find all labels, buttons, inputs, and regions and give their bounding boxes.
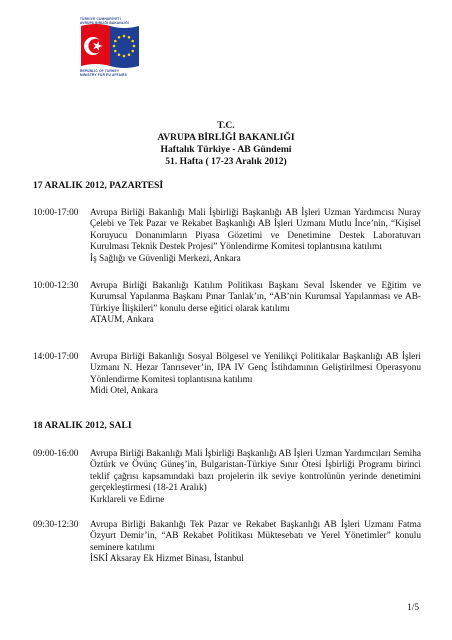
header-line-2: AVRUPA BİRLİĞİ BAKANLIĞI <box>157 132 295 143</box>
entry-time: 10:00-12:30 <box>33 281 79 291</box>
logo-top-line-1: TÜRKİYE CUMHURİYETİ <box>80 17 121 21</box>
agenda-entry <box>33 520 421 566</box>
agenda-entry <box>33 352 421 398</box>
entry-description: Avrupa Birliği Bakanlığı Mali İşbirliği Başkanlığı AB İşleri Uzman Yardımcısı Nuray Çelebi ve Tek Pazar ve Rekabet Başkanlığı AB İşleri Uzmanı Mutlu İnce’nin, “Kişisel Koruyucu Donanımların Piyasa Gözetimi ve Denetimine Destek Laboratuvarı Kurulması Teknik Destek Projesi” Yönlendirme Komitesi toplantısına katılımı <box>90 208 421 253</box>
entry-description: Avrupa Birliği Bakanlığı Mali İşbirliği Başkanlığı AB İşleri Uzman Yardımcıları Semiha Öztürk ve Övünç Güneş’in, Bulgaristan-Türkiye Sınır Ötesi İşbirliği Programı birinci teklif çağrısı kapsamındaki bazı projelerin ilk seviye kontrolünün yerinde denetimini gerçekleştirmesi (18-21 Aralık) <box>90 449 421 494</box>
document-header <box>0 120 452 168</box>
page-number: 1/5 <box>407 603 419 613</box>
entry-description: Avrupa Birliği Bakanlığı Sosyal Bölgesel ve Yenilikçi Politikalar Başkanlığı AB İşleri Uzmanı N. Hezar Tanrısever’in, IPA IV Genç İstihdamının Geliştirilmesi Operasyonu Yönlendirme Komitesi toplantısına katılımı <box>90 352 421 385</box>
header-line-1: T.C. <box>217 120 235 131</box>
day-heading-2: 18 ARALIK 2012, SALI <box>33 420 132 431</box>
entry-location: Midi Otel, Ankara <box>90 386 158 397</box>
agenda-entry <box>33 281 421 327</box>
entry-time: 09:30-12:30 <box>33 520 79 530</box>
header-line-3: Haftalık Türkiye - AB Gündemi <box>160 144 292 155</box>
entry-time: 14:00-17:00 <box>33 352 79 362</box>
entry-time: 10:00-17:00 <box>33 208 79 218</box>
entry-location: Kırklareli ve Edirne <box>90 494 165 505</box>
day-heading-1: 17 ARALIK 2012, PAZARTESİ <box>33 180 164 191</box>
logo-top-text <box>80 18 129 25</box>
agenda-entry <box>33 208 421 265</box>
entry-location: ATAUM, Ankara <box>90 315 154 326</box>
entry-description: Avrupa Birliği Bakanlığı Tek Pazar ve Rekabet Başkanlığı AB İşleri Uzmanı Fatma Özyurt Demir’in, “AB Rekabet Politikası Müktesebatı ve Yerel Yönetimler” konulu seminere katılımı <box>90 520 421 553</box>
logo-top-line-2: AVRUPA BİRLİĞİ BAKANLIĞI <box>80 20 129 25</box>
agenda-entry <box>33 449 421 506</box>
header-line-4: 51. Hafta ( 17-23 Aralık 2012) <box>165 156 287 167</box>
logo-bottom-line-1: REPUBLIC OF TURKEY <box>80 69 120 73</box>
entry-time: 09:00-16:00 <box>33 449 79 459</box>
entry-description: Avrupa Birliği Bakanlığı Katılım Politikası Başkanı Seval İskender ve Eğitim ve Kurumsal Yapılanma Başkanı Pınar Tanlak’ın, “AB’nin Kurumsal Yapılanması ve AB-Türkiye İlişkileri” konulu derse eğitici olarak katılımı <box>90 281 421 314</box>
logo-bottom-text <box>80 70 127 77</box>
entry-location: İSKİ Aksaray Ek Hizmet Binası, İstanbul <box>90 554 244 565</box>
logo-bottom-line-2: MINISTRY FOR EU AFFAIRS <box>80 72 127 77</box>
entry-location: İş Sağlığı ve Güvenliği Merkezi, Ankara <box>90 253 241 264</box>
